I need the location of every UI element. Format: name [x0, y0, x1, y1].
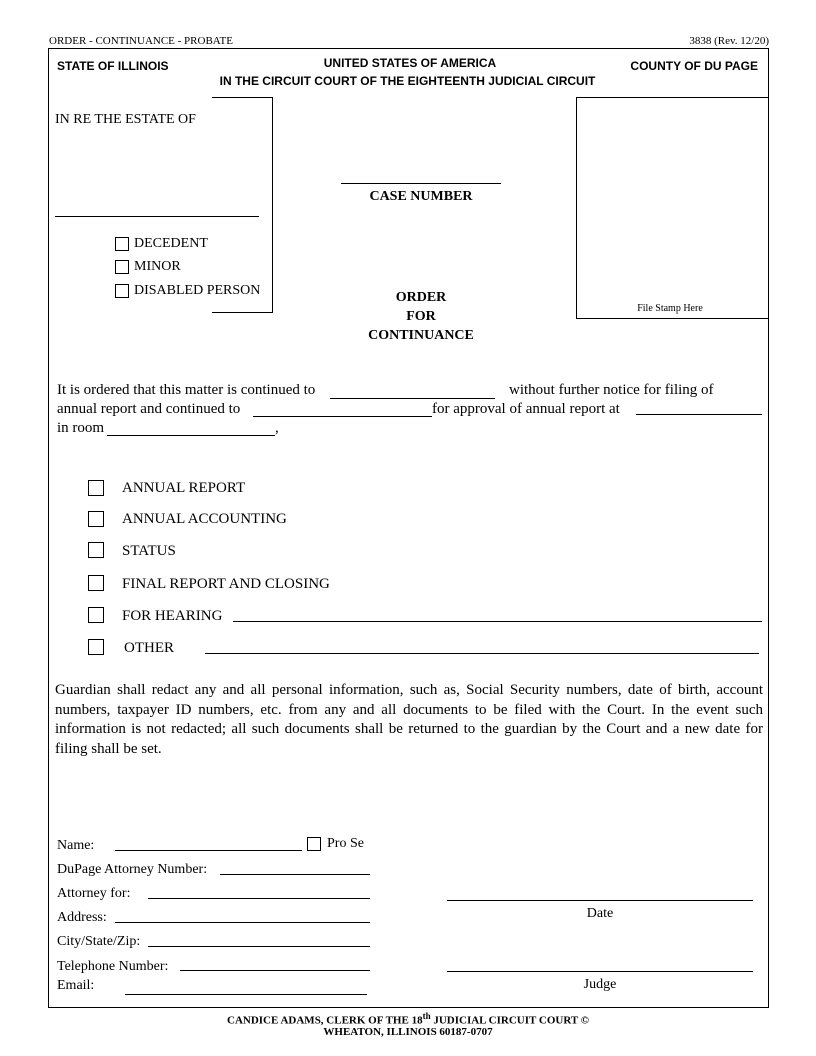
county-label: COUNTY OF DU PAGE: [630, 59, 758, 73]
judge-label: Judge: [583, 977, 617, 992]
clerk-address: WHEATON, ILLINOIS 60187-0707: [323, 1026, 493, 1038]
clerk-prefix: CANDICE ADAMS, CLERK OF THE 18: [227, 1014, 423, 1027]
annual-accounting-checkbox[interactable]: [88, 511, 104, 527]
bracket-top: [212, 97, 273, 98]
order-title-line-3: CONTINUANCE: [368, 328, 474, 343]
name-label: Name:: [57, 838, 95, 853]
case-number-line: [341, 183, 501, 184]
judge-signature-line[interactable]: [447, 971, 753, 972]
form-number: 3838 (Rev. 12/20): [689, 35, 769, 47]
city-state-zip-line[interactable]: [148, 946, 370, 947]
attorney-for-line[interactable]: [148, 898, 370, 899]
address-label: Address:: [57, 910, 107, 925]
telephone-line[interactable]: [180, 970, 370, 971]
order-text-part-1: It is ordered that this matter is continued to: [57, 382, 316, 398]
bracket-side: [272, 97, 273, 312]
order-title-line-1: ORDER: [395, 290, 447, 305]
order-text-part-2: without further notice for filing of: [509, 382, 714, 398]
minor-checkbox[interactable]: [115, 260, 129, 274]
order-text-part-4: for approval of annual report at: [432, 401, 620, 417]
date-signature-line[interactable]: [447, 900, 753, 901]
name-line[interactable]: [115, 850, 302, 851]
file-stamp-box: [576, 97, 768, 319]
final-report-label: FINAL REPORT AND CLOSING: [122, 576, 330, 592]
decedent-label: DECEDENT: [134, 236, 208, 251]
other-checkbox[interactable]: [88, 639, 104, 655]
status-label: STATUS: [122, 543, 176, 559]
form-title: ORDER - CONTINUANCE - PROBATE: [49, 35, 233, 47]
disabled-person-label: DISABLED PERSON: [134, 283, 261, 298]
estate-name-field[interactable]: [55, 195, 258, 215]
clerk-superscript: th: [422, 1011, 431, 1021]
email-label: Email:: [57, 978, 95, 993]
approval-date-line[interactable]: [253, 416, 432, 417]
estate-name-line: [55, 216, 259, 217]
date-label: Date: [586, 906, 614, 921]
attorney-for-label: Attorney for:: [57, 886, 131, 901]
clerk-suffix: JUDICIAL CIRCUIT COURT ©: [430, 1014, 589, 1027]
status-checkbox[interactable]: [88, 542, 104, 558]
address-line[interactable]: [115, 922, 370, 923]
country-label: UNITED STATES OF AMERICA: [323, 56, 497, 70]
for-hearing-checkbox[interactable]: [88, 607, 104, 623]
order-title-line-2: FOR: [406, 309, 436, 324]
court-label: IN THE CIRCUIT COURT OF THE EIGHTEENTH JUDICIAL CIRCUIT: [219, 74, 596, 88]
pro-se-label: Pro Se: [327, 836, 364, 851]
decedent-checkbox[interactable]: [115, 237, 129, 251]
telephone-label: Telephone Number:: [57, 959, 169, 974]
estate-label: IN RE THE ESTATE OF: [55, 112, 196, 127]
continued-date-line[interactable]: [330, 398, 495, 399]
city-state-zip-label: City/State/Zip:: [57, 934, 141, 949]
order-text-part-5: in room: [57, 420, 105, 436]
dupage-number-line[interactable]: [220, 874, 370, 875]
disabled-person-checkbox[interactable]: [115, 284, 129, 298]
order-text-part-3: annual report and continued to: [57, 401, 241, 417]
minor-label: MINOR: [134, 259, 181, 274]
file-stamp-label: File Stamp Here: [637, 303, 703, 314]
room-line[interactable]: [107, 435, 275, 436]
other-label: OTHER: [124, 640, 174, 656]
annual-report-label: ANNUAL REPORT: [122, 480, 246, 496]
dupage-number-label: DuPage Attorney Number:: [57, 862, 208, 877]
annual-report-checkbox[interactable]: [88, 480, 104, 496]
final-report-checkbox[interactable]: [88, 575, 104, 591]
pro-se-checkbox[interactable]: [307, 837, 321, 851]
clerk-line: [0, 1011, 816, 1027]
approval-time-line[interactable]: [636, 414, 762, 415]
other-line[interactable]: [205, 653, 759, 654]
redaction-paragraph: Guardian shall redact any and all personal information, such as, Social Security numbers, date of birth, account numbers, taxpayer ID numbers, etc. from any and all documents to be filed with the Court. In the event such information is not redacted; all such documents shall be returned to the guardian by the Court and a new date for filing shall be set.: [55, 682, 763, 757]
for-hearing-label: FOR HEARING: [122, 608, 223, 624]
email-line[interactable]: [125, 994, 367, 995]
case-number-label: CASE NUMBER: [369, 189, 473, 204]
room-comma: ,: [275, 420, 279, 436]
bracket-bottom: [212, 312, 273, 313]
annual-accounting-label: ANNUAL ACCOUNTING: [122, 511, 287, 527]
state-label: STATE OF ILLINOIS: [57, 59, 169, 73]
case-number-field[interactable]: [341, 164, 501, 182]
for-hearing-line[interactable]: [233, 621, 762, 622]
